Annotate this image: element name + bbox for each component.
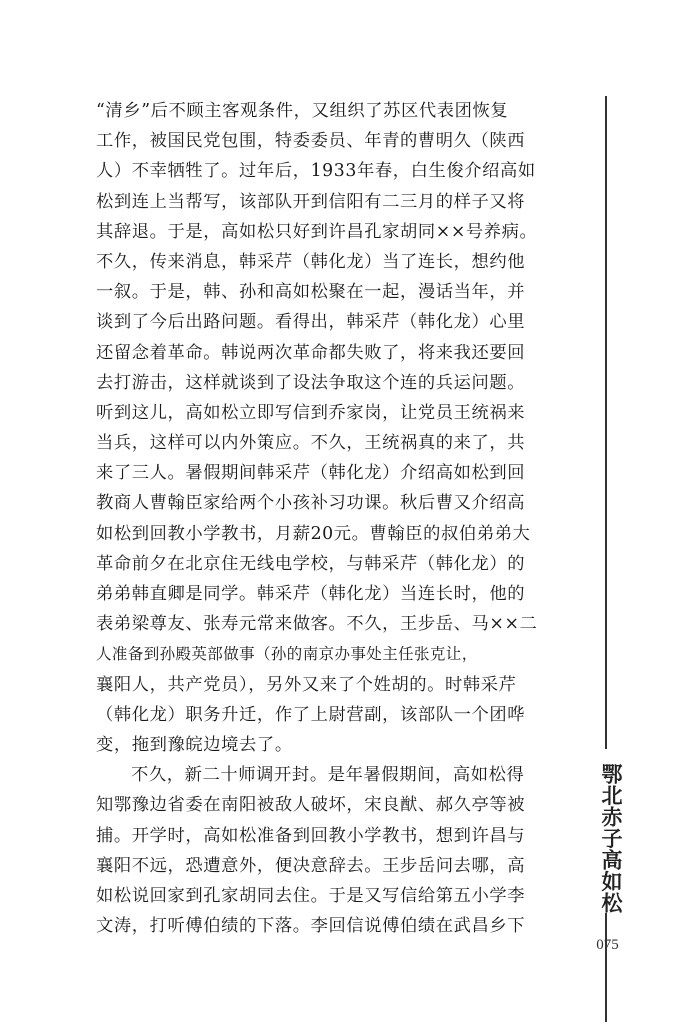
running-title: 鄂北赤子高如松: [599, 763, 623, 914]
margin-rule-top: [605, 96, 607, 749]
text-line: 襄阳不远，恐遭意外，便决意辞去。王步岳问去哪，高: [96, 855, 526, 876]
text-line: 表弟梁尊友、张寿元常来做客。不久，王步岳、马××二: [96, 614, 538, 635]
text-line: 去打游击，这样就谈到了设法争取这个连的兵运问题。: [96, 372, 526, 393]
margin-rule-bottom: [605, 913, 607, 1022]
text-line: 知鄂豫边省委在南阳被敌人破坏，宋良猷、郝久亭等被: [96, 795, 526, 816]
text-line: 来了三人。暑假期间韩采芹（韩化龙）介绍高如松到回: [96, 463, 526, 484]
text-line: 变，拖到豫皖边境去了。: [96, 734, 293, 755]
text-line: 如松到回教小学教书，月薪20元。曹翰臣的叔伯弟弟大: [96, 523, 531, 544]
text-line: 其辞退。于是，高如松只好到许昌孔家胡同××号养病。: [96, 221, 538, 242]
text-line: 工作，被国民党包围，特委委员、年青的曹明久（陕西: [96, 131, 526, 152]
body-text: [96, 96, 562, 941]
paragraph-start-line: 不久，新二十师调开封。是年暑假期间，高如松得: [131, 765, 525, 786]
text-line: 谈到了今后出路问题。看得出，韩采芹（韩化龙）心里: [96, 312, 526, 333]
text-line: 听到这儿，高如松立即写信到乔家岗，让党员王统祸来: [96, 402, 526, 423]
text-line: 松到连上当帮写，该部队开到信阳有二三月的样子又将: [96, 191, 526, 212]
text-line: 一叙。于是，韩、孙和高如松聚在一起，漫话当年，并: [96, 282, 526, 303]
text-line: 还留念着革命。韩说两次革命都失败了，将来我还要回: [96, 342, 526, 363]
text-line: （韩化龙）职务升迁，作了上尉营副，该部队一个团哗: [96, 704, 526, 725]
text-line: 人准备到孙殿英部做事（孙的南京办事处主任张克让，: [96, 645, 478, 664]
page-number: 075: [596, 937, 619, 953]
text-line: 捕。开学时，高如松准备到回教小学教书，想到许昌与: [96, 825, 526, 846]
text-line: 如松说回家到孔家胡同去住。于是又写信给第五小学李: [96, 885, 526, 906]
text-line: 当兵，这样可以内外策应。不久，王统祸真的来了，共: [96, 433, 526, 454]
text-line: 教商人曹翰臣家给两个小孩补习功课。秋后曹又介绍高: [96, 493, 526, 514]
text-line: 人）不幸牺牲了。过年后，1933年春，白生俊介绍高如: [96, 161, 536, 182]
text-line: 文涛，打听傅伯绩的下落。李回信说傅伯绩在武昌乡下: [96, 916, 526, 937]
text-line: “清乡”后不顾主客观条件，又组织了苏区代表团恢复: [96, 101, 509, 121]
text-line: 不久，传来消息，韩采芹（韩化龙）当了连长，想约他: [96, 251, 526, 272]
text-line: 革命前夕在北京住无线电学校，与韩采芹（韩化龙）的: [96, 553, 526, 574]
text-line: 弟弟韩直卿是同学。韩采芹（韩化龙）当连长时，他的: [96, 584, 526, 604]
text-line: 襄阳人，共产党员），另外又来了个姓胡的。时韩采芹: [96, 674, 517, 695]
